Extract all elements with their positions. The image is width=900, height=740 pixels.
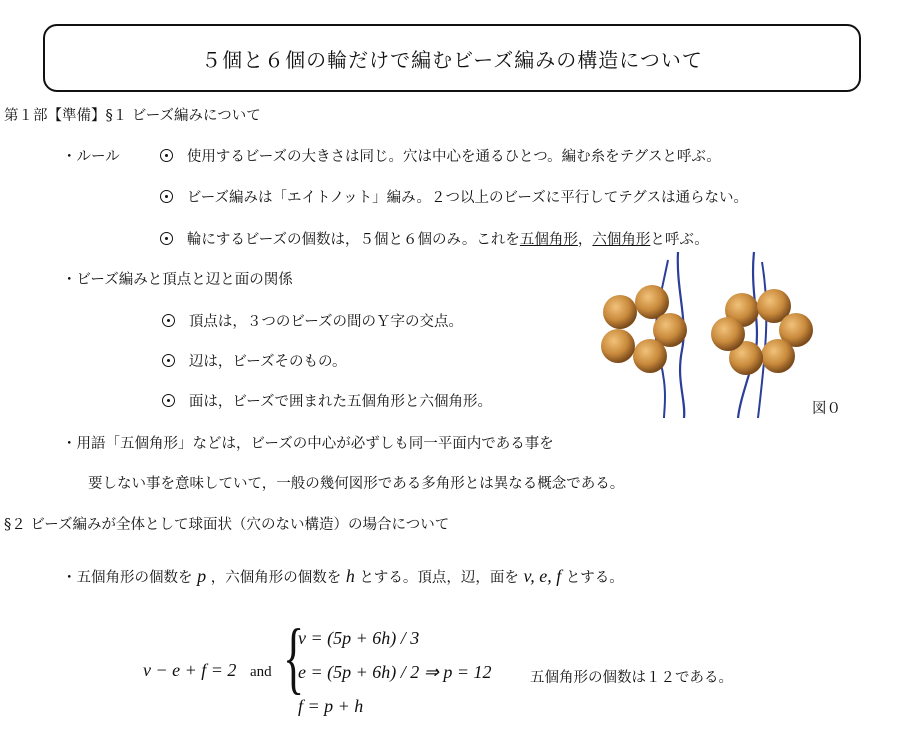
title-box: [43, 24, 861, 92]
bead: [603, 295, 637, 329]
rules-label: ・ルール: [62, 149, 120, 165]
euler-formula: v − e + f = 2: [143, 660, 237, 680]
term-separator: ，: [577, 232, 593, 248]
relation-item-edge: [162, 350, 346, 371]
term-note-line-1: ・用語「五個角形」などは，ビーズの中心が必ずしも同一平面内である事を: [62, 436, 554, 452]
hexagon-ring: [711, 289, 813, 375]
var-p: p: [197, 566, 207, 586]
relation-item-vertex-text: 頂点は，３つのビーズの間のＹ字の交点。: [188, 314, 464, 330]
bead: [711, 317, 745, 351]
bead: [633, 339, 667, 373]
relation-item-face: [162, 390, 492, 411]
equation-e: e = (5p + 6h) / 2 ⇒ p = 12: [298, 662, 492, 682]
circled-dot-icon: [160, 232, 173, 245]
rule-3-tail: と呼ぶ。: [650, 232, 709, 248]
circled-dot-icon: [160, 149, 173, 162]
rule-3: [160, 228, 709, 249]
equation-f: f = p + h: [298, 696, 364, 716]
circled-dot-icon: [162, 314, 175, 327]
circled-dot-icon: [162, 394, 175, 407]
figure-caption: 図０: [812, 401, 841, 417]
rule-1: [160, 145, 721, 166]
equation-v: v = (5p + 6h) / 3: [298, 628, 420, 648]
circled-dot-icon: [162, 354, 175, 367]
document-title: ５個と６個の輪だけで編むビーズ編みの構造について: [201, 47, 703, 72]
bead: [601, 329, 635, 363]
relation-item-face-text: 面は，ビーズで囲まれた五個角形と六個角形。: [188, 394, 493, 410]
section2-heading: §２ ビーズ編みが全体として球面状（穴のない構造）の場合について: [4, 517, 450, 533]
circled-dot-icon: [160, 190, 173, 203]
term-hexagon: 六個角形: [592, 232, 651, 248]
rule-2-text: ビーズ編みは「エイトノット」編み。２つ以上のビーズに平行してテグスは通らない。: [186, 190, 748, 206]
var-h: h: [345, 566, 355, 586]
term-pentagon: 五個角形: [519, 232, 578, 248]
var-vef: v, e, f: [523, 566, 562, 586]
rule-2: [160, 186, 748, 207]
term-note-line-2: 要しない事を意味していて，一般の幾何図形である多角形とは異なる概念である。: [88, 476, 625, 492]
and-word: and: [250, 664, 272, 680]
definition-text-b: ，六個角形の個数を: [210, 570, 342, 586]
bead: [761, 339, 795, 373]
rule-3-text: 輪にするビーズの個数は，５個と６個のみ。これを: [186, 232, 520, 248]
conclusion: 五個角形の個数は１２である。: [530, 670, 733, 686]
bead-rings-figure: [590, 250, 850, 420]
definition-line: [62, 566, 624, 587]
rule-1-text: 使用するビーズの大きさは同じ。穴は中心を通るひとつ。編む糸をテグスと呼ぶ。: [186, 149, 721, 165]
pentagon-ring: [601, 285, 687, 373]
bead: [635, 285, 669, 319]
relation-item-edge-text: 辺は，ビーズそのもの。: [188, 354, 347, 370]
left-brace: {: [283, 614, 305, 702]
definition-text-a: ・五個角形の個数を: [62, 570, 193, 586]
part1-heading: 第１部【準備】§１ ビーズ編みについて: [4, 108, 261, 124]
definition-text-d: とする。: [565, 570, 624, 586]
thread-right-2: [758, 262, 766, 418]
relation-heading: ・ビーズ編みと頂点と辺と面の関係: [62, 272, 293, 288]
definition-text-c: とする。頂点，辺，面を: [359, 570, 519, 586]
relation-item-vertex: [162, 310, 463, 331]
